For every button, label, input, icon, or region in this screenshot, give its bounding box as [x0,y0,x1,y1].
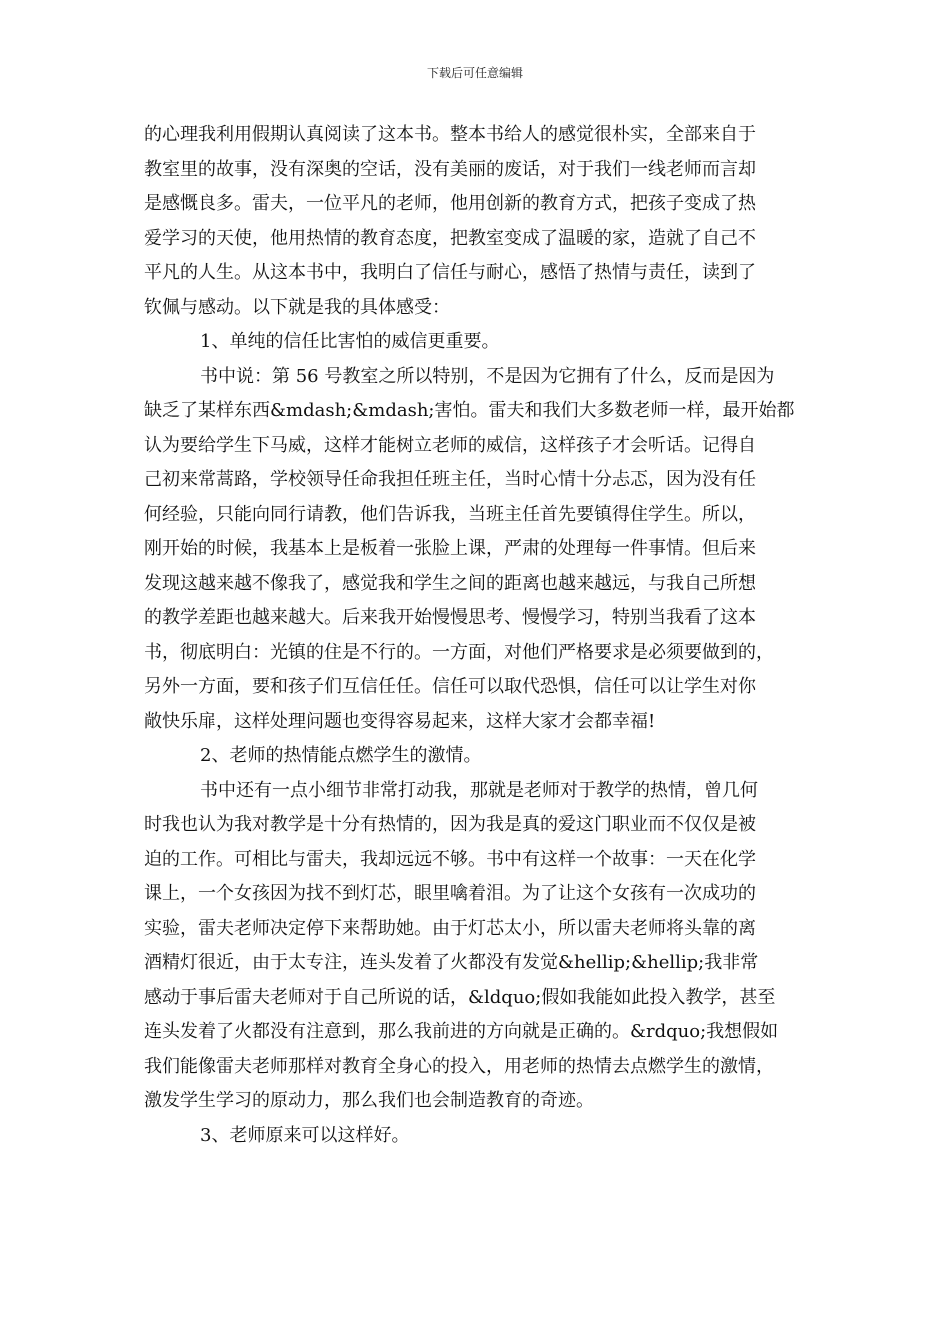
text-line: 平凡的人生。从这本书中，我明白了信任与耐心，感悟了热情与责任，读到了 [144,262,756,283]
text-line: 另外一方面，要和孩子们互信任任。信任可以取代恐惧，信任可以让学生对你 [144,676,756,697]
text-line: 感动于事后雷夫老师对于自己所说的话，&ldquo;假如我能如此投入教学，甚至 [144,986,776,1008]
text-line: 认为要给学生下马威，这样才能树立老师的威信，这样孩子才会听话。记得自 [144,434,756,456]
text-line: 1、单纯的信任比害怕的威信更重要。 [200,331,500,352]
text-line: 的教学差距也越来越大。后来我开始慢慢思考、慢慢学习，特别当我看了这本 [144,607,756,628]
text-line: 酒精灯很近，由于太专注，连头发着了火都没有发觉&hellip;&hellip;我非常 [144,952,759,973]
text-line: 敞快乐扉，这样处理问题也变得容易起来，这样大家才会都幸福! [144,710,656,732]
text-line: 课上，一个女孩因为找不到灯芯，眼里噙着泪。为了让这个女孩有一次成功的 [144,883,756,904]
text-line: 书中说：第 56 号教室之所以特别，不是因为它拥有了什么，反而是因为 [200,365,775,387]
text-line: 激发学生学习的原动力，那么我们也会制造教育的奇迹。 [144,1090,594,1111]
text-line: 何经验，只能向同行请教，他们告诉我，当班主任首先要镇得住学生。所以， [144,503,756,525]
text-line: 是感慨良多。雷夫，一位平凡的老师，他用创新的教育方式，把孩子变成了热 [144,193,756,214]
text-line: 时我也认为我对教学是十分有热情的，因为我是真的爱这门职业而不仅仅是被 [144,814,756,835]
text-line: 刚开始的时候，我基本上是板着一张脸上课，严肃的处理每一件事情。但后来 [144,538,756,559]
text-line: 实验，雷夫老师决定停下来帮助她。由于灯芯太小，所以雷夫老师将头靠的离 [144,917,756,939]
text-line: 的心理我利用假期认真阅读了这本书。整本书给人的感觉很朴实，全部来自于 [144,124,756,145]
document-body [144,118,808,1153]
text-line: 己初来常蒿路，学校领导任命我担任班主任，当时心情十分忐忑，因为没有任 [144,469,756,490]
text-line: 缺乏了某样东西&mdash;&mdash;害怕。雷夫和我们大多数老师一样，最开始都 [144,400,795,421]
text-line: 发现这越来越不像我了，感觉我和学生之间的距离也越来越远，与我自己所想 [144,572,756,594]
text-line: 3、老师原来可以这样好。 [200,1124,410,1146]
text-line: 钦佩与感动。以下就是我的具体感受： [144,296,450,318]
text-line: 爱学习的天使，他用热情的教育态度，把教室变成了温暖的家，造就了自己不 [144,227,756,249]
text-line: 迫的工作。可相比与雷夫，我却远远不够。书中有这样一个故事：一天在化学 [144,848,756,870]
text-line: 连头发着了火都没有注意到，那么我前进的方向就是正确的。&rdquo;我想假如 [144,1021,779,1042]
text-line: 书，彻底明白：光镇的住是不行的。一方面，对他们严格要求是必须要做到的， [144,641,774,663]
text-line: 2、老师的热情能点燃学生的激情。 [200,745,482,766]
text-line: 书中还有一点小细节非常打动我，那就是老师对于教学的热情，曾几何 [200,779,758,801]
text-line: 教室里的故事，没有深奥的空话，没有美丽的废话，对于我们一线老师而言却 [144,158,756,180]
page-header: 下载后可任意编辑 [426,66,523,80]
text-line: 我们能像雷夫老师那样对教育全身心的投入，用老师的热情去点燃学生的激情， [144,1055,774,1077]
